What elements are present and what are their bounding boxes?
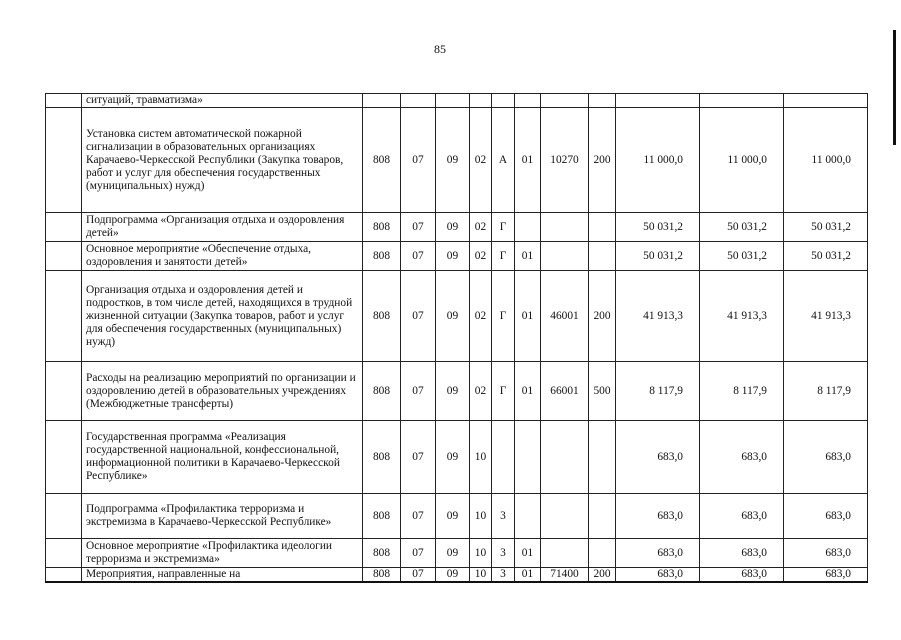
section-code: 07 <box>401 213 436 242</box>
sum-year-2: 50 031,2 <box>700 213 784 242</box>
sum-year-1: 50 031,2 <box>616 242 700 271</box>
subsection-code: 09 <box>436 362 470 421</box>
target-code-program: 10 <box>470 539 492 568</box>
sum-year-1: 50 031,2 <box>616 213 700 242</box>
row-number-cell <box>46 362 82 421</box>
scan-edge-mark <box>893 30 896 145</box>
sum-year-3: 683,0 <box>784 494 868 539</box>
target-code-event: 01 <box>515 568 541 583</box>
table-row <box>46 94 868 108</box>
target-code-direction <box>541 421 589 494</box>
ved-code: 808 <box>363 494 401 539</box>
row-number-cell <box>46 494 82 539</box>
target-code-program: 10 <box>470 568 492 583</box>
sum-year-2 <box>700 94 784 108</box>
subsection-code <box>436 94 470 108</box>
sum-year-2: 8 117,9 <box>700 362 784 421</box>
target-code-program: 02 <box>470 108 492 213</box>
target-code-subprogram: 3 <box>492 494 515 539</box>
sum-year-2: 683,0 <box>700 539 784 568</box>
table-row <box>46 568 868 583</box>
budget-table <box>45 93 868 583</box>
target-code-program: 02 <box>470 213 492 242</box>
ved-code <box>363 94 401 108</box>
target-code-subprogram: А <box>492 108 515 213</box>
expense-type-code <box>589 539 616 568</box>
target-code-direction <box>541 242 589 271</box>
target-code-event <box>515 94 541 108</box>
target-code-subprogram: Г <box>492 213 515 242</box>
sum-year-2: 11 000,0 <box>700 108 784 213</box>
section-code: 07 <box>401 494 436 539</box>
target-code-subprogram: Г <box>492 362 515 421</box>
row-name: ситуаций, травматизма» <box>82 94 363 108</box>
row-number-cell <box>46 242 82 271</box>
section-code: 07 <box>401 242 436 271</box>
sum-year-1: 683,0 <box>616 494 700 539</box>
ved-code: 808 <box>363 213 401 242</box>
expense-type-code <box>589 242 616 271</box>
expense-type-code: 200 <box>589 108 616 213</box>
row-name: Подпрограмма «Организация отдыха и оздоровления детей» <box>82 213 363 242</box>
row-name: Государственная программа «Реализация государственной национальной, конфессиональной, информационной политики в Карачаево-Черкесской Республике» <box>82 421 363 494</box>
row-name: Мероприятия, направленные на <box>82 568 363 583</box>
expense-type-code <box>589 94 616 108</box>
expense-type-code <box>589 213 616 242</box>
row-number-cell <box>46 213 82 242</box>
target-code-direction <box>541 494 589 539</box>
target-code-subprogram: Г <box>492 242 515 271</box>
subsection-code: 09 <box>436 421 470 494</box>
subsection-code: 09 <box>436 539 470 568</box>
target-code-direction <box>541 213 589 242</box>
ved-code: 808 <box>363 271 401 362</box>
ved-code: 808 <box>363 421 401 494</box>
sum-year-2: 683,0 <box>700 568 784 583</box>
sum-year-3: 50 031,2 <box>784 213 868 242</box>
subsection-code: 09 <box>436 242 470 271</box>
target-code-event: 01 <box>515 539 541 568</box>
sum-year-3: 683,0 <box>784 421 868 494</box>
target-code-subprogram: Г <box>492 271 515 362</box>
target-code-subprogram <box>492 94 515 108</box>
sum-year-1 <box>616 94 700 108</box>
target-code-program <box>470 94 492 108</box>
target-code-direction: 71400 <box>541 568 589 583</box>
sum-year-1: 41 913,3 <box>616 271 700 362</box>
sum-year-2: 41 913,3 <box>700 271 784 362</box>
table-row <box>46 242 868 271</box>
subsection-code: 09 <box>436 568 470 583</box>
sum-year-1: 683,0 <box>616 421 700 494</box>
target-code-program: 02 <box>470 271 492 362</box>
ved-code: 808 <box>363 568 401 583</box>
subsection-code: 09 <box>436 213 470 242</box>
subsection-code: 09 <box>436 108 470 213</box>
expense-type-code: 500 <box>589 362 616 421</box>
target-code-direction: 46001 <box>541 271 589 362</box>
row-name: Установка систем автоматической пожарной сигнализации в образовательных организациях Карачаево-Черкесской Республики (Закупка товаров, работ и услуг для обеспечения государственных (муниципальных) нужд) <box>82 108 363 213</box>
table-row <box>46 108 868 213</box>
section-code: 07 <box>401 108 436 213</box>
expense-type-code <box>589 421 616 494</box>
row-name: Основное мероприятие «Обеспечение отдыха, оздоровления и занятости детей» <box>82 242 363 271</box>
row-number-cell <box>46 568 82 583</box>
page-number: 85 <box>434 42 446 56</box>
row-number-cell <box>46 421 82 494</box>
sum-year-1: 683,0 <box>616 539 700 568</box>
target-code-program: 10 <box>470 494 492 539</box>
target-code-subprogram <box>492 421 515 494</box>
sum-year-2: 683,0 <box>700 494 784 539</box>
subsection-code: 09 <box>436 271 470 362</box>
sum-year-3: 41 913,3 <box>784 271 868 362</box>
target-code-direction: 66001 <box>541 362 589 421</box>
section-code: 07 <box>401 271 436 362</box>
table-row <box>46 271 868 362</box>
row-name: Подпрограмма «Профилактика терроризма и экстремизма в Карачаево-Черкесской Республике» <box>82 494 363 539</box>
target-code-event <box>515 494 541 539</box>
target-code-event <box>515 213 541 242</box>
row-number-cell <box>46 108 82 213</box>
target-code-event <box>515 421 541 494</box>
ved-code: 808 <box>363 108 401 213</box>
target-code-event: 01 <box>515 108 541 213</box>
table-row <box>46 421 868 494</box>
section-code: 07 <box>401 539 436 568</box>
sum-year-3: 683,0 <box>784 568 868 583</box>
subsection-code: 09 <box>436 494 470 539</box>
target-code-program: 02 <box>470 362 492 421</box>
ved-code: 808 <box>363 242 401 271</box>
row-number-cell <box>46 94 82 108</box>
target-code-event: 01 <box>515 362 541 421</box>
row-name: Расходы на реализацию мероприятий по организации и оздоровлению детей в образовательных учреждениях (Межбюджетные трансферты) <box>82 362 363 421</box>
section-code: 07 <box>401 362 436 421</box>
target-code-event: 01 <box>515 242 541 271</box>
target-code-direction <box>541 94 589 108</box>
table-row <box>46 213 868 242</box>
row-number-cell <box>46 271 82 362</box>
target-code-direction <box>541 539 589 568</box>
table-row <box>46 362 868 421</box>
expense-type-code <box>589 494 616 539</box>
sum-year-1: 683,0 <box>616 568 700 583</box>
sum-year-3 <box>784 94 868 108</box>
sum-year-3: 50 031,2 <box>784 242 868 271</box>
sum-year-2: 50 031,2 <box>700 242 784 271</box>
section-code: 07 <box>401 421 436 494</box>
target-code-subprogram: 3 <box>492 568 515 583</box>
ved-code: 808 <box>363 539 401 568</box>
table-row <box>46 539 868 568</box>
sum-year-3: 11 000,0 <box>784 108 868 213</box>
target-code-program: 02 <box>470 242 492 271</box>
row-name: Организация отдыха и оздоровления детей и подростков, в том числе детей, находящихся в трудной жизненной ситуации (Закупка товаров, работ и услуг для обеспечения государственных (муниципальных) нужд) <box>82 271 363 362</box>
target-code-event: 01 <box>515 271 541 362</box>
expense-type-code: 200 <box>589 271 616 362</box>
ved-code: 808 <box>363 362 401 421</box>
sum-year-3: 683,0 <box>784 539 868 568</box>
sum-year-1: 8 117,9 <box>616 362 700 421</box>
section-code: 07 <box>401 568 436 583</box>
sum-year-3: 8 117,9 <box>784 362 868 421</box>
target-code-subprogram: 3 <box>492 539 515 568</box>
sum-year-1: 11 000,0 <box>616 108 700 213</box>
table-row <box>46 494 868 539</box>
target-code-program: 10 <box>470 421 492 494</box>
sum-year-2: 683,0 <box>700 421 784 494</box>
section-code <box>401 94 436 108</box>
row-number-cell <box>46 539 82 568</box>
row-name: Основное мероприятие «Профилактика идеологии терроризма и экстремизма» <box>82 539 363 568</box>
expense-type-code: 200 <box>589 568 616 583</box>
target-code-direction: 10270 <box>541 108 589 213</box>
